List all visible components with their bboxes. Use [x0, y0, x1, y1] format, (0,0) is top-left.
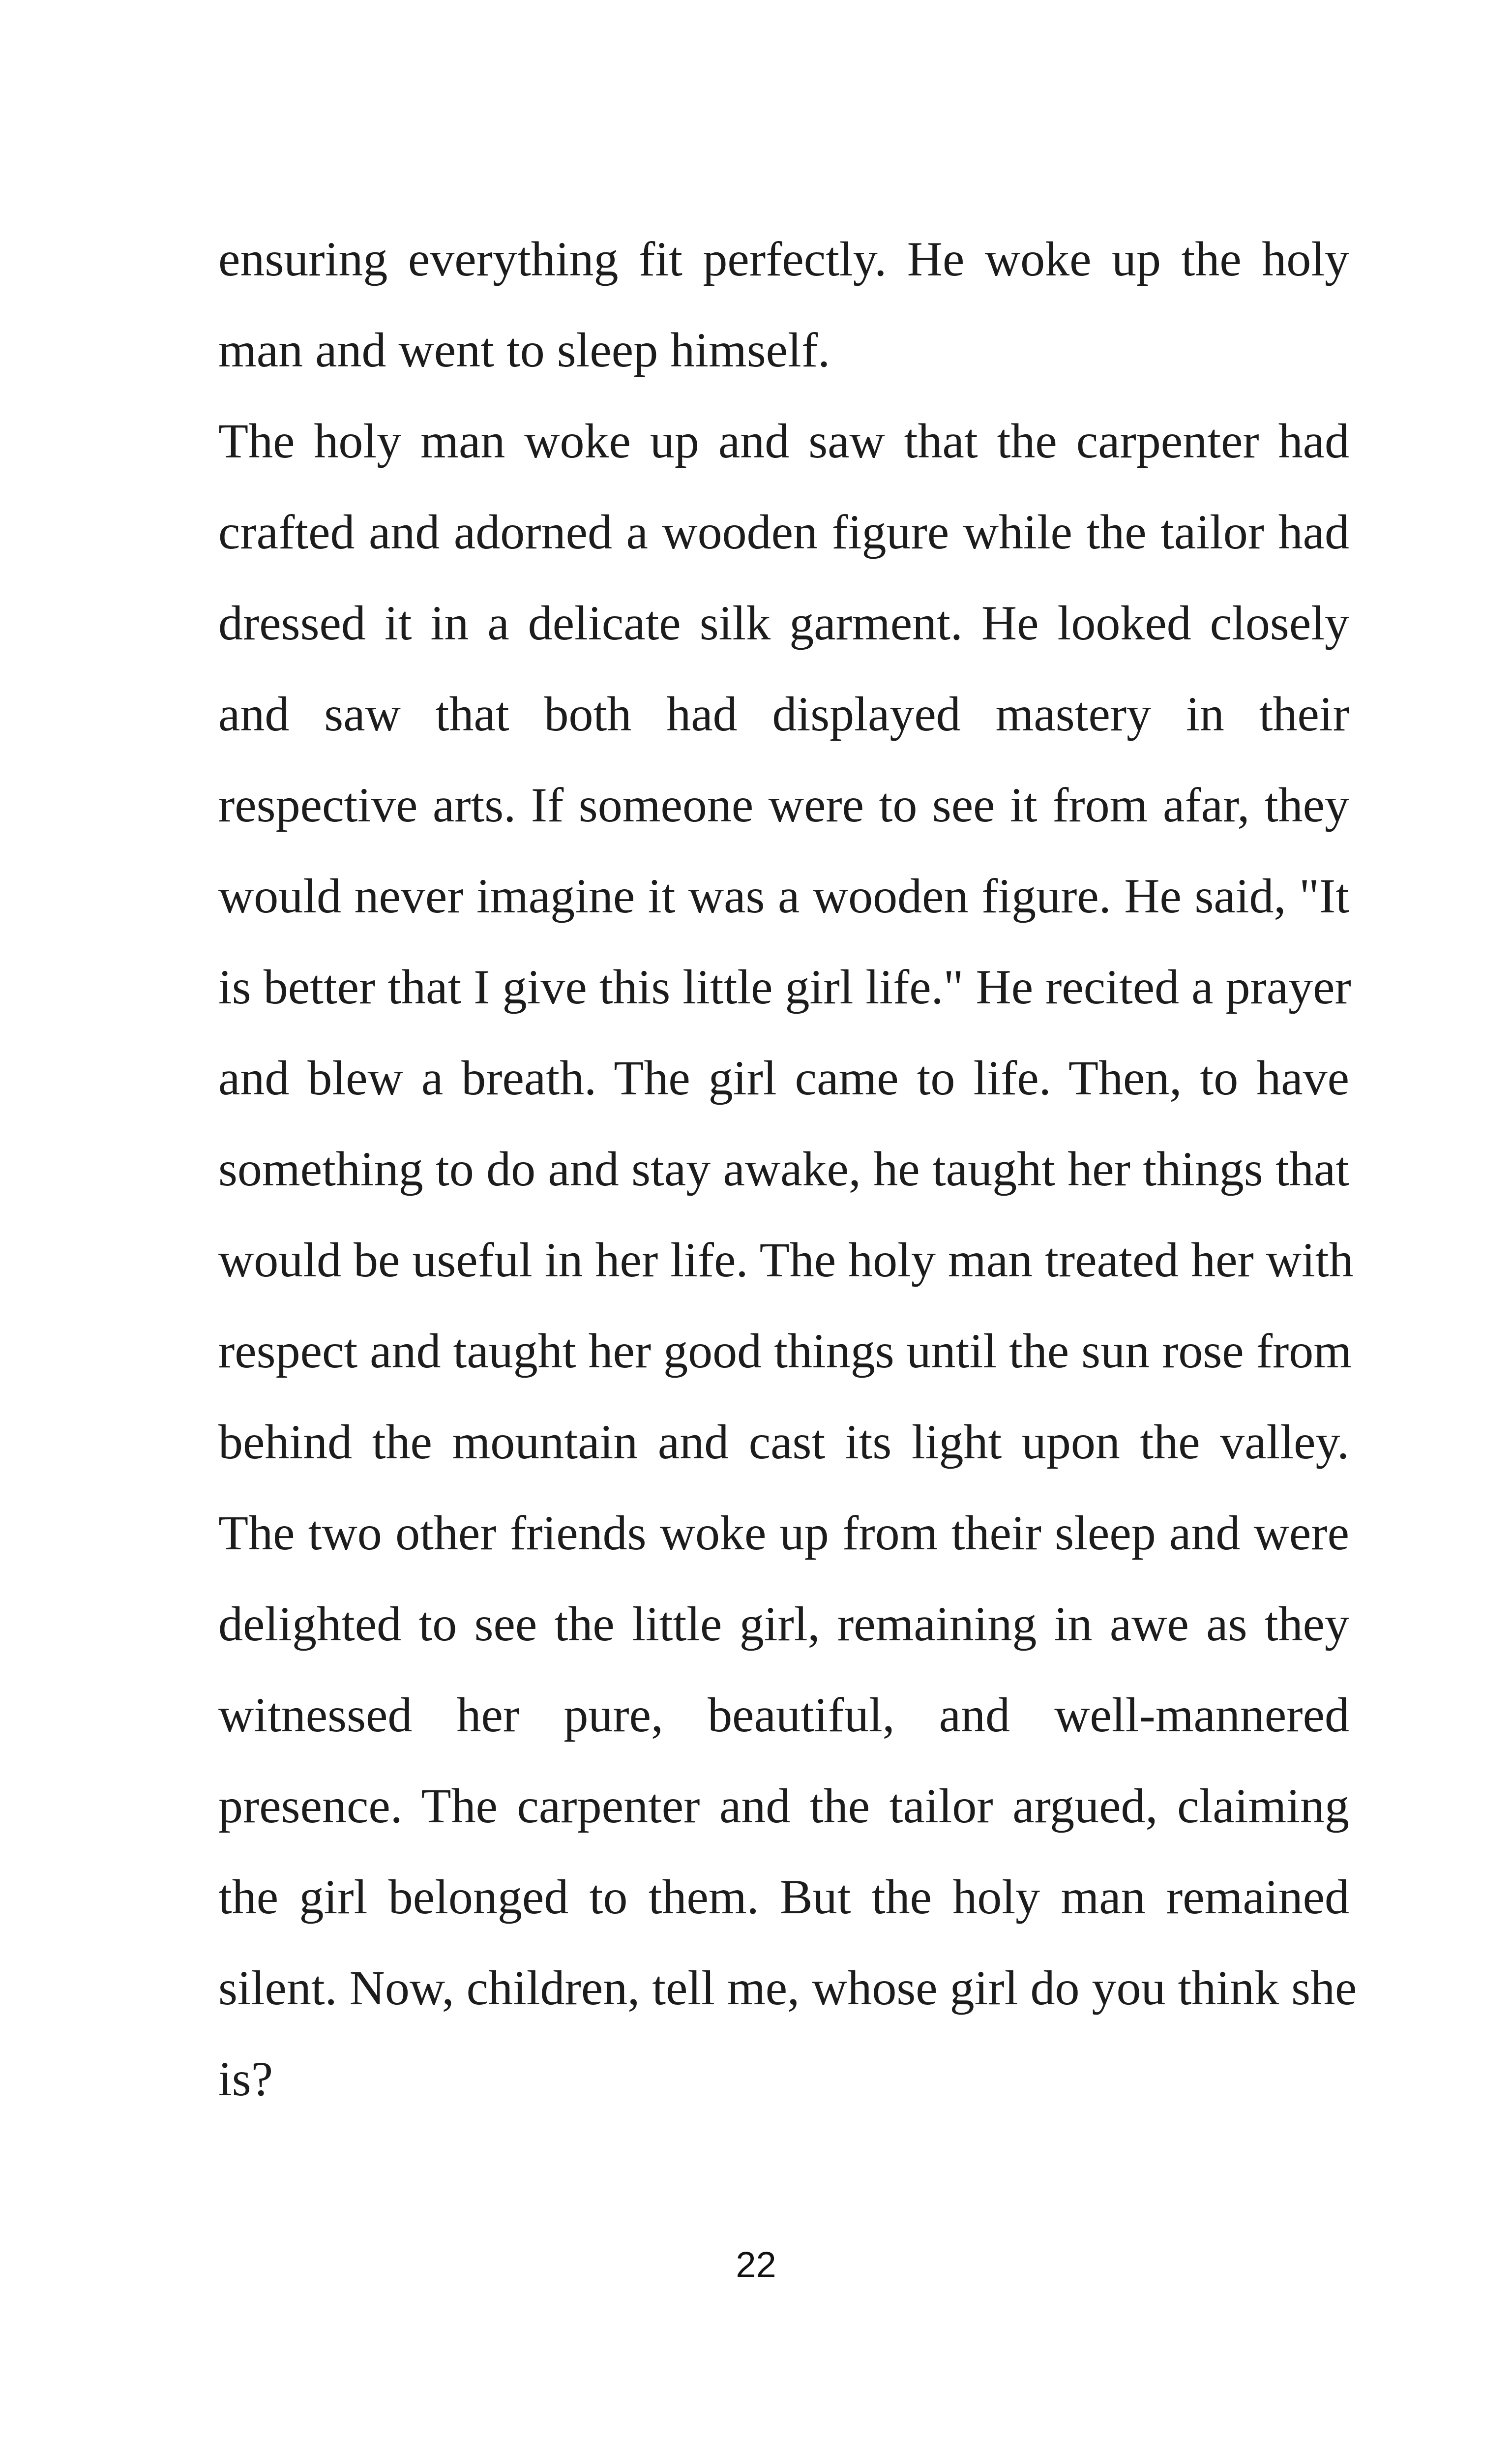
text-line: silent. Now, children, tell me, whose girl do you think she — [218, 1960, 1357, 2015]
text-line: The two other friends woke up from their sleep and were — [218, 1506, 1349, 1560]
text-line: respect and taught her good things until the sun rose from — [218, 1324, 1352, 1378]
text-line: The holy man woke up and saw that the carpenter had — [218, 414, 1349, 468]
text-line: man and went to sleep himself. — [218, 323, 830, 377]
paragraph-1 — [218, 213, 1349, 395]
text-line: presence. The carpenter and the tailor argued, claiming — [218, 1779, 1349, 1833]
text-line: ensuring everything fit perfectly. He woke up the holy — [218, 232, 1349, 286]
text-line: is better that I give this little girl life." He recited a prayer — [218, 960, 1351, 1014]
paragraph-2 — [218, 395, 1357, 2124]
body-text — [218, 213, 1357, 2124]
text-line: crafted and adorned a wooden figure while the tailor had — [218, 505, 1349, 559]
text-line: and saw that both had displayed mastery in their — [218, 687, 1349, 741]
text-line: is? — [218, 2051, 273, 2106]
text-line: would never imagine it was a wooden figure. He said, "It — [218, 869, 1349, 923]
text-line: dressed it in a delicate silk garment. He looked closely — [218, 596, 1349, 650]
text-line: would be useful in her life. The holy man treated her with — [218, 1233, 1354, 1287]
page-number: 22 — [736, 2244, 776, 2285]
text-line: and blew a breath. The girl came to life. Then, to have — [218, 1051, 1349, 1105]
text-line: something to do and stay awake, he taught her things that — [218, 1142, 1349, 1196]
text-line: the girl belonged to them. But the holy man remained — [218, 1870, 1349, 1924]
text-line: behind the mountain and cast its light upon the valley. — [218, 1415, 1349, 1469]
text-line: witnessed her pure, beautiful, and well-mannered — [218, 1688, 1349, 1742]
text-line: delighted to see the little girl, remaining in awe as they — [218, 1597, 1349, 1651]
text-line: respective arts. If someone were to see it from afar, they — [218, 778, 1349, 832]
